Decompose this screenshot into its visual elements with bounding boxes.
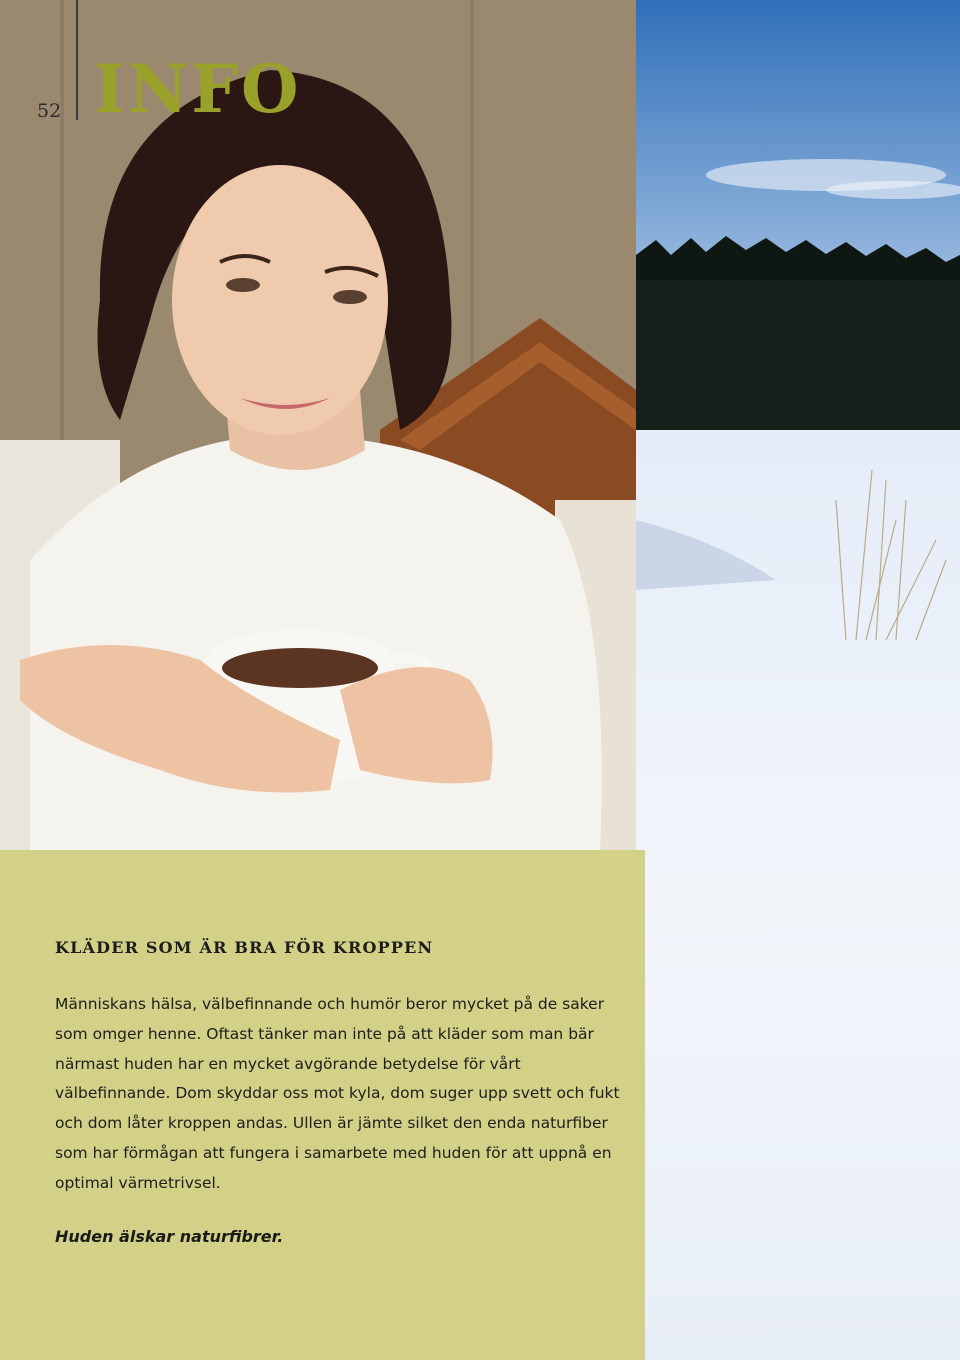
section-title: INFO — [94, 50, 302, 128]
winter-landscape-photo — [636, 0, 960, 1360]
header-vertical-rule — [76, 0, 78, 120]
page-number: 52 — [37, 100, 62, 122]
article-heading: KLÄDER SOM ÄR BRA FÖR KROPPEN — [55, 938, 434, 957]
article-body: Människans hälsa, välbefinnande och humör beror mycket på de saker som omger henne. Oftast tänker man inte på att kläder som man bär närmast huden har en mycket avgörande betydelse för vårt välbefinnande. Dom skyddar oss mot kyla, dom suger upp svett och fukt och dom låter kroppen andas. Ullen är jämte silket den enda naturfiber som har förmågan att fungera i samarbete med huden för att uppnå en optimal värmetrivsel. — [55, 995, 620, 1192]
article-tagline: Huden älskar naturfibrer. — [55, 1227, 284, 1246]
winter-landscape-illustration — [636, 0, 960, 1360]
